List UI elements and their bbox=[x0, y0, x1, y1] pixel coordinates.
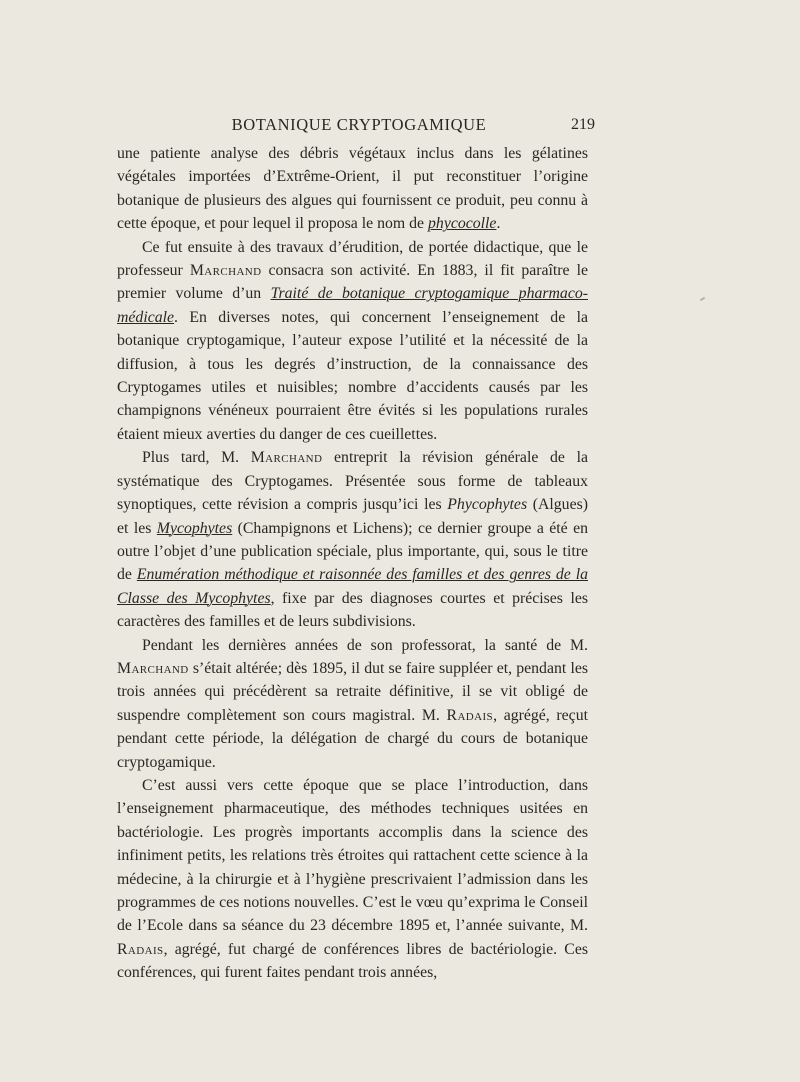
paragraph bbox=[117, 142, 588, 236]
italic-title: Phycophytes bbox=[447, 496, 528, 514]
text-run: , fixe par des diagnoses courtes et précises les caractères des familles et de leurs subdivisions. bbox=[117, 589, 588, 631]
text-run: s’était altérée; dès 1895, il dut se faire suppléer et, pendant les trois années qui précédèrent sa retraite définitive, il se vit obligé de suspendre complètement son cours magistral. M. bbox=[117, 659, 588, 724]
italic-title: Enumération méthodique et raisonnée des familles et des genres de la Classe des Mycophytes bbox=[117, 566, 588, 607]
text-run: Ce fut ensuite à des travaux d’érudition, de portée didactique, que le professeur bbox=[117, 238, 588, 280]
text-run: , agrégé, reçut pendant cette période, la délégation de chargé du cours de botanique cryptogamique. bbox=[117, 706, 588, 771]
body-text bbox=[117, 142, 588, 985]
text-run: Plus tard, M. bbox=[142, 449, 251, 467]
text-run: Pendant les dernières années de son professorat, la santé de M. bbox=[142, 636, 588, 654]
person-name: Marchand bbox=[250, 449, 323, 467]
page-number: 219 bbox=[571, 116, 595, 133]
paper-blemish bbox=[700, 297, 705, 301]
person-name: Radais bbox=[117, 940, 164, 958]
text-run: (Champignons et Lichens); ce dernier groupe a été en outre l’objet d’une publication spéciale, plus importante, qui, sous le titre de bbox=[117, 519, 588, 584]
person-name: Radais bbox=[446, 706, 494, 724]
person-name: Marchand bbox=[117, 659, 189, 677]
text-run: . bbox=[496, 215, 501, 233]
text-run: C’est aussi vers cette époque que se place l’introduction, dans l’enseignement pharmaceutique, des méthodes techniques usitées en bactériologie. Les progrès importants accomplis dans la science des infiniment petits, les relations très étroites qui rattachent cette science à la médecine, à la chirurgie et à l’hygiène prescrivaient l’admission dans les programmes de ces notions nouvelles. C’est le vœu qu’exprima le Conseil de l’Ecole dans sa séance du 23 décembre 1895 et, l’année suivante, M. bbox=[117, 776, 588, 935]
running-title: BOTANIQUE CRYPTOGAMIQUE bbox=[231, 115, 487, 134]
italic-title: phycocolle bbox=[428, 215, 497, 233]
text-run: consacra son activité. En 1883, il fit paraître le premier volume d’un bbox=[117, 262, 588, 303]
paragraph bbox=[117, 634, 588, 774]
text-run: entreprit la révision générale de la systématique des Cryptogames. Présentée sous forme de tableaux synoptiques, cette révision a compris jusqu’ici les bbox=[117, 449, 588, 514]
running-head bbox=[115, 114, 595, 136]
text-run: , agrégé, fut chargé de conférences libres de bactériologie. Ces conférences, qui furent faites pendant trois années, bbox=[117, 940, 588, 982]
paragraph bbox=[117, 236, 588, 447]
paragraph bbox=[117, 774, 588, 985]
italic-title: Traité de botanique cryptogamique pharmaco-médicale bbox=[117, 285, 588, 326]
text-run: (Algues) et les bbox=[117, 496, 588, 537]
paragraph bbox=[117, 446, 588, 633]
person-name: Marchand bbox=[189, 262, 262, 280]
italic-title: Mycophytes bbox=[156, 519, 233, 537]
text-run: . En diverses notes, qui concernent l’enseignement de la botanique cryptogamique, l’auteur expose l’utilité et la nécessité de la diffusion, à tous les degrés d’instruction, de la connaissance des Cryptogames utiles et nuisibles; nombre d’accidents causés par les champignons vénéneux pourraient être évités si les populations rurales étaient mieux averties du danger de ces cueillettes. bbox=[117, 308, 588, 443]
text-run: une patiente analyse des débris végétaux inclus dans les gélatines végétales importées d’Extrême-Orient, il put reconstituer l’origine botanique de plusieurs des algues qui fournissent ce produit, peu connu à cette époque, et pour lequel il proposa le nom de bbox=[117, 145, 588, 233]
